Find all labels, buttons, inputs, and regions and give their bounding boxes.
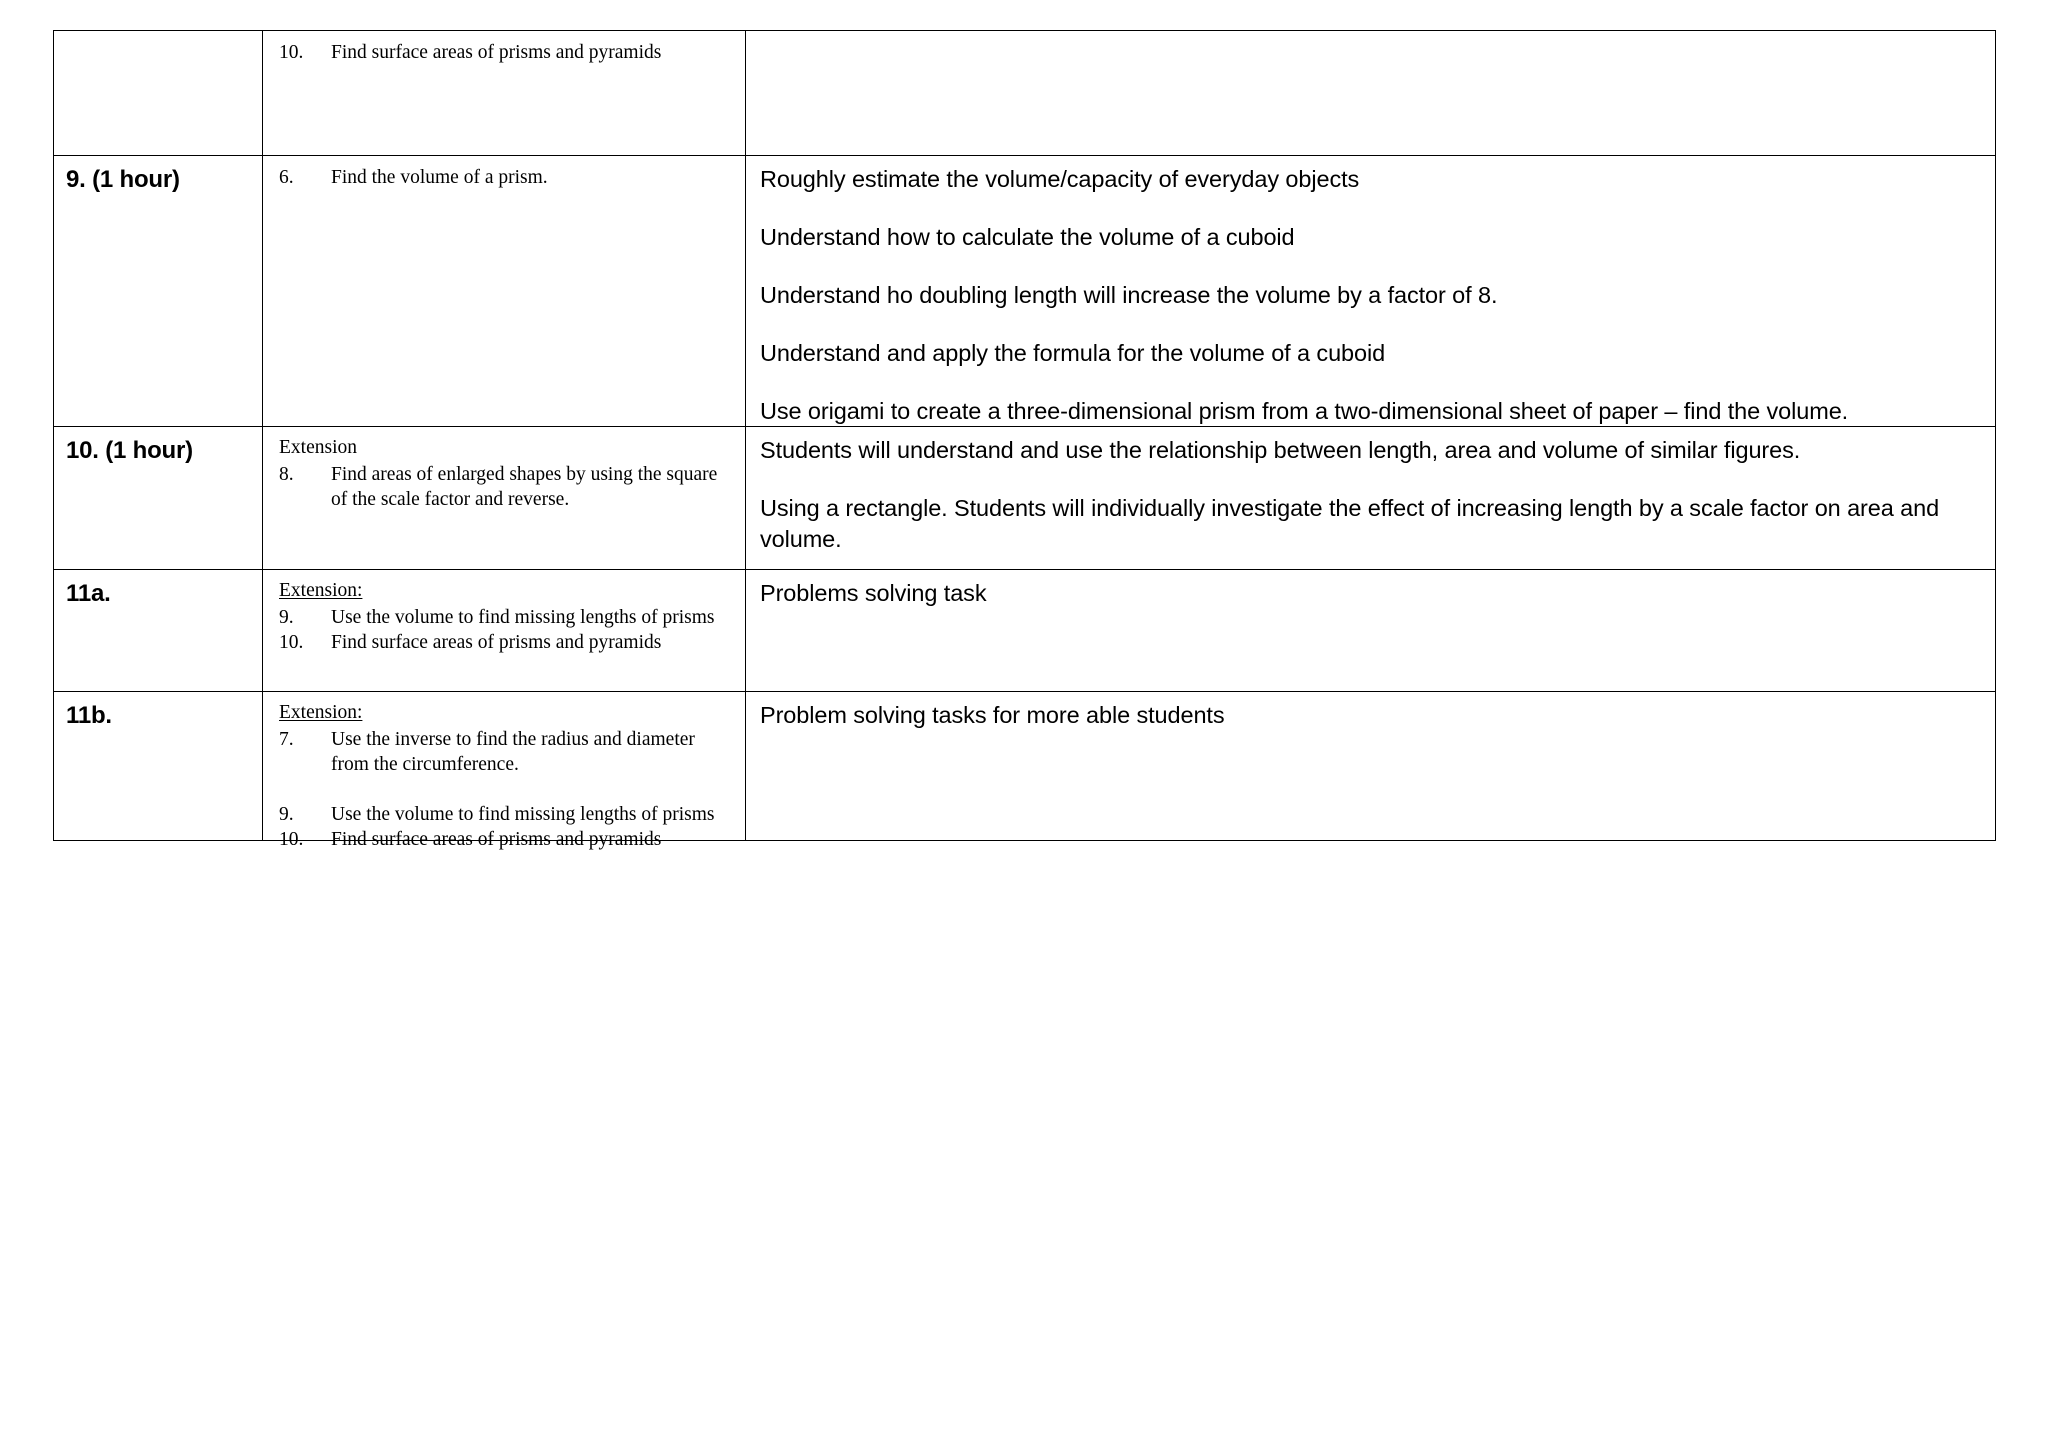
objectives-cell	[263, 427, 746, 570]
lesson-cell	[54, 692, 263, 841]
objective-item	[279, 605, 735, 630]
objective-text: Use the volume to find missing lengths of prisms	[331, 606, 715, 628]
activity-paragraph: Use origami to create a three-dimensional prism from a two-dimensional sheet of paper – find the volume.	[760, 398, 1849, 425]
objective-number: 8.	[279, 463, 294, 485]
activity-paragraph: Roughly estimate the volume/capacity of everyday objects	[760, 166, 1360, 192]
objectives-cell	[263, 31, 746, 156]
objective-number: 10.	[279, 632, 304, 654]
objective-text: Use the volume to find missing lengths of prisms	[331, 803, 715, 825]
objective-item	[279, 40, 735, 65]
activities-cell	[746, 156, 1996, 427]
objective-number: 6.	[279, 167, 294, 188]
lesson-cell	[54, 156, 263, 427]
objectives-list	[279, 727, 735, 852]
table-row	[54, 156, 1996, 427]
objectives-heading: Extension	[279, 437, 357, 458]
lesson-cell	[54, 31, 263, 156]
lesson-label: 11a.	[66, 580, 111, 607]
lesson-label: 9. (1 hour)	[66, 166, 180, 193]
scheme-of-work-table	[53, 30, 1996, 850]
lesson-label: 11b.	[66, 702, 112, 729]
activities-cell	[746, 31, 1996, 156]
objective-item	[279, 630, 735, 655]
objectives-cell	[263, 570, 746, 692]
objective-text: Find areas of enlarged shapes by using the square of the scale factor and reverse.	[331, 463, 718, 511]
table-row	[54, 570, 1996, 692]
activity-paragraph: Understand ho doubling length will increase the volume by a factor of 8.	[760, 282, 1498, 309]
objective-number: 10.	[279, 828, 304, 850]
objective-number: 9.	[279, 803, 294, 825]
objective-item	[279, 165, 735, 190]
activities-cell	[746, 570, 1996, 692]
objective-number: 10.	[279, 42, 304, 63]
table-row	[54, 692, 1996, 841]
objectives-list	[279, 605, 735, 656]
objective-text: Find the volume of a prism.	[331, 167, 548, 188]
activities-cell	[746, 692, 1996, 841]
objective-item	[279, 462, 735, 513]
objective-text: Find surface areas of prisms and pyramids	[331, 632, 662, 654]
activities-cell	[746, 427, 1996, 570]
activity-paragraph: Using a rectangle. Students will individually investigate the effect of increasing length by a scale factor on area and volume.	[760, 495, 1940, 553]
objectives-heading: Extension:	[279, 580, 363, 601]
activity-paragraph: Problems solving task	[760, 580, 987, 606]
objectives-list	[279, 165, 735, 190]
objective-item	[279, 802, 735, 827]
objective-item	[279, 727, 735, 778]
objective-item	[279, 827, 735, 852]
activity-paragraph: Understand how to calculate the volume of a cuboid	[760, 224, 1295, 251]
objectives-heading: Extension:	[279, 702, 363, 723]
objective-text: Use the inverse to find the radius and diameter from the circumference.	[331, 728, 695, 776]
objective-text: Find surface areas of prisms and pyramids	[331, 42, 662, 63]
objectives-list	[279, 40, 735, 65]
objectives-cell	[263, 692, 746, 850]
activity-paragraph: Students will understand and use the relationship between length, area and volume of similar figures.	[760, 437, 1801, 463]
objective-text: Find surface areas of prisms and pyramids	[331, 828, 662, 850]
activity-paragraph: Problem solving tasks for more able students	[760, 702, 1225, 728]
lesson-label: 10. (1 hour)	[66, 437, 193, 464]
lesson-cell	[54, 427, 263, 570]
activity-paragraph: Understand and apply the formula for the volume of a cuboid	[760, 340, 1386, 367]
table-row	[54, 31, 1996, 156]
lesson-cell	[54, 570, 263, 692]
objectives-list	[279, 462, 735, 513]
table-row	[54, 427, 1996, 570]
objective-number: 7.	[279, 728, 294, 750]
objective-number: 9.	[279, 606, 294, 628]
objectives-cell	[263, 156, 746, 427]
